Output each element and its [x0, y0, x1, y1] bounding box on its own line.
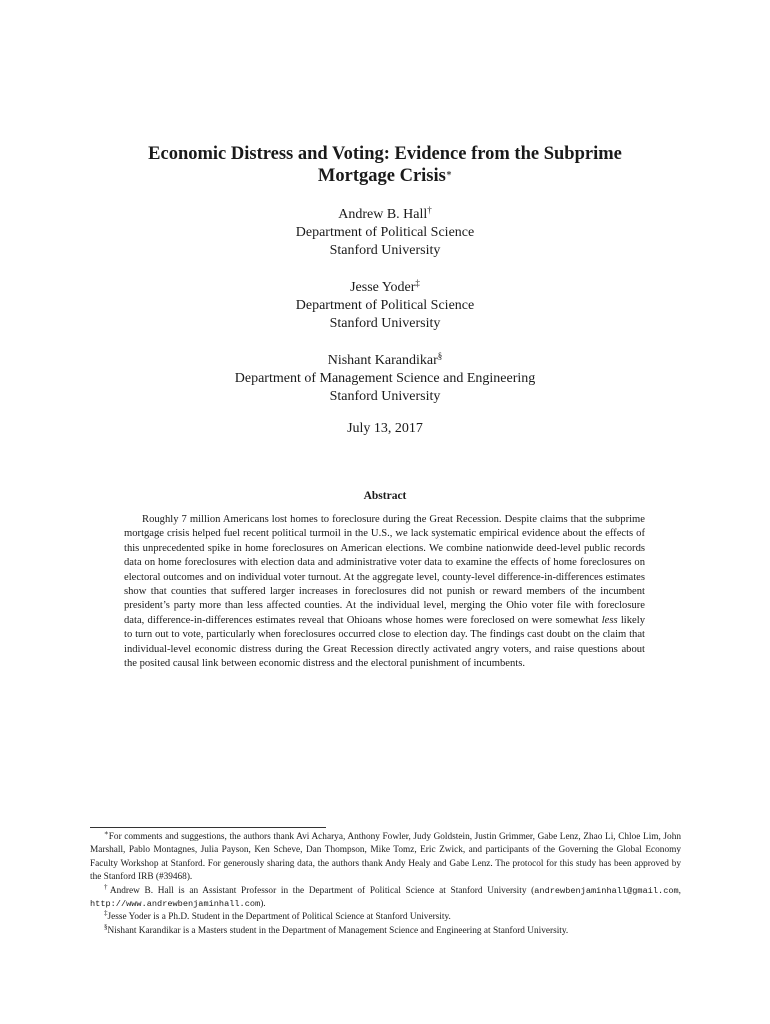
paper-title: [90, 143, 680, 187]
abstract-body: Roughly 7 million Americans lost homes to foreclosure during the Great Recession. Despite claims that the subprime mortgage crisis helped fuel recent political turmoil in the U.S., we lack systematic empirical evidence about the effects of this unprecedented spike in home foreclosures on American elections. We combine nationwide deed-level public records data on home foreclosures with election data and administrative voter data to examine the effects of home foreclosures on electoral outcomes and on individual voter turnout. At the aggregate level, county-level difference-in-differences estimates show that counties that suffered larger increases in foreclosures did not punish or reward members of the incumbent president’s party more than less affected counties. At the individual level, merging the Ohio voter file with foreclosure data, difference-in-differences estimates reveal that Ohioans whose homes were foreclosed on were somewhat less likely to turn out to vote, particularly when foreclosures occurred close to election day. The findings cast doubt on the claim that individual-level economic distress during the Great Recession directly activated angry voters, and raise questions about the posited causal link between economic distress and the electoral punishment of incumbents.: [124, 514, 645, 670]
footnote-acknowledgments: ∗For comments and suggestions, the authors thank Avi Acharya, Anthony Fowler, Judy Goldstein, Justin Grimmer, Gabe Lenz, Zhao Li, Chloe Lim, John Marshall, Pablo Montagnes, Julia Payson, Ken Scheve, Dan Thompson, Mike Tomz, Eric Zwick, and participants of the Governing the Global Economy Faculty Workshop at Stanford. For generously sharing data, the authors thank Andy Healy and Gabe Lenz. The protocol for this study has been approved by the Stanford IRB (#39468).: [90, 829, 681, 883]
footnote-hall: †Andrew B. Hall is an Assistant Professor in the Department of Political Science at Stanford University (andrewbenjaminhall@gmail.com, http://www.andrewbenjaminhall.com).: [90, 882, 681, 910]
author-footnote-mark[interactable]: †: [427, 205, 432, 215]
title-footnote-mark[interactable]: ∗: [445, 168, 453, 178]
website-link[interactable]: http://www.andrewbenjaminhall.com: [90, 899, 261, 910]
author-university: Stanford University: [329, 243, 441, 258]
title-line-1: Economic Distress and Voting: Evidence from the Subprime: [148, 144, 622, 164]
abstract-heading: Abstract: [363, 490, 407, 502]
author-name: Jesse Yoder‡: [350, 278, 420, 295]
author-block-hall: [100, 206, 670, 260]
author-block-karandikar: [100, 352, 670, 406]
author-department: Department of Political Science: [295, 225, 475, 240]
paper-date: July 13, 2017: [347, 421, 423, 436]
footnote-karandikar: §Nishant Karandikar is a Masters student in the Department of Management Science and Engineering at Stanford University.: [104, 922, 569, 936]
author-university: Stanford University: [329, 316, 441, 331]
title-line-2: Mortgage Crisis∗: [317, 166, 453, 186]
footnotes: [90, 831, 681, 938]
abstract-italic-word: less: [601, 614, 618, 626]
author-footnote-mark[interactable]: §: [437, 351, 443, 361]
author-department: Department of Management Science and Engineering: [234, 371, 536, 386]
email-link[interactable]: andrewbenjaminhall@gmail.com: [534, 885, 679, 896]
author-university: Stanford University: [329, 389, 441, 404]
author-name: Andrew B. Hall†: [338, 205, 432, 222]
author-footnote-mark[interactable]: ‡: [415, 278, 420, 288]
author-name: Nishant Karandikar§: [327, 351, 443, 368]
footnote-yoder: ‡Jesse Yoder is a Ph.D. Student in the Department of Political Science at Stanford University.: [104, 909, 451, 923]
author-department: Department of Political Science: [295, 298, 475, 313]
footnote-divider: [90, 827, 326, 828]
author-block-yoder: [100, 279, 670, 333]
